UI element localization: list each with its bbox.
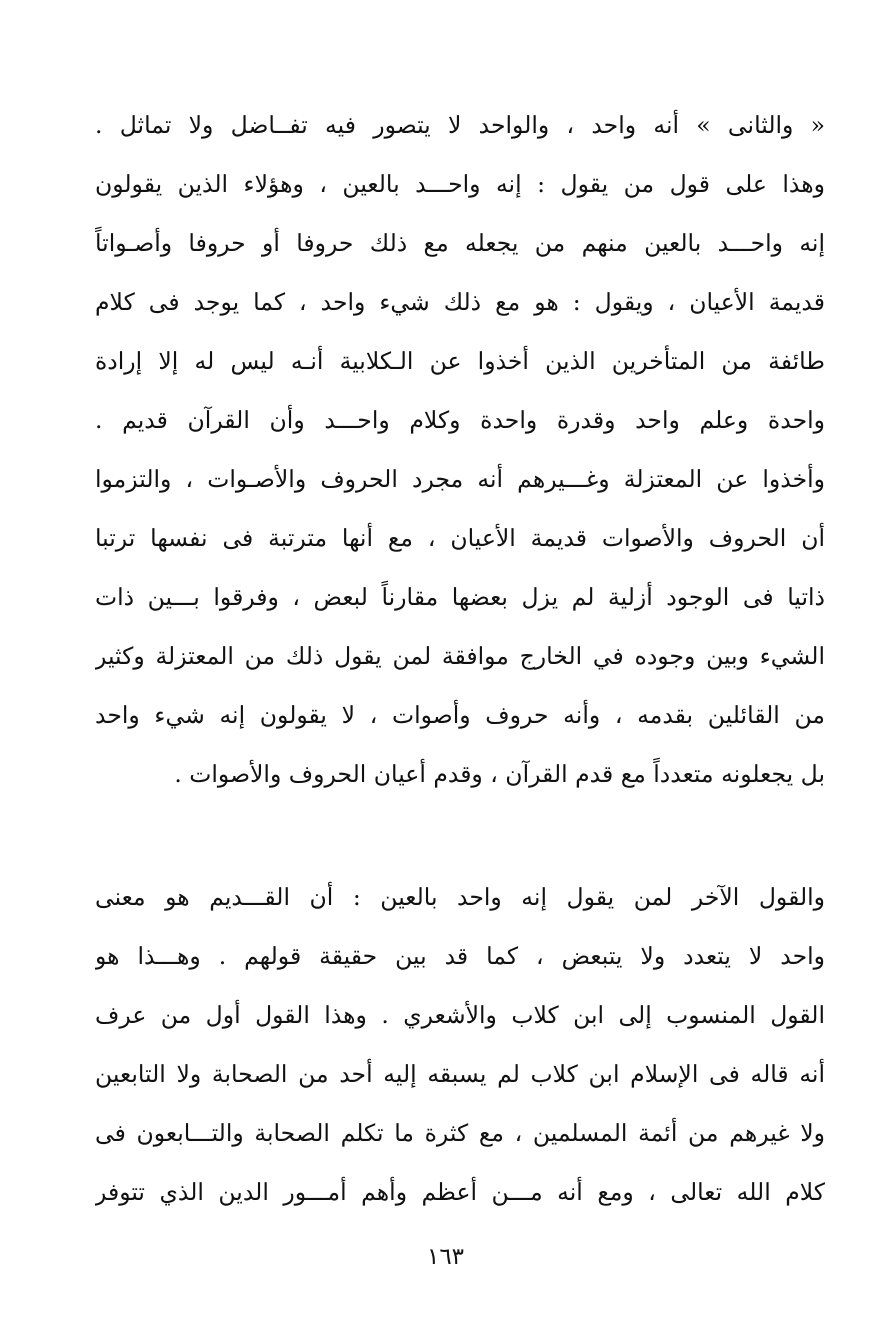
text-line: الشيء وبين وجوده في الخارج موافقة لمن يقول ذلك من المعتزلة وكثير [95,642,825,670]
page-number: ١٦٣ [426,1244,465,1270]
text-line: كلام الله تعالى ، ومع أنه مـــن أعظم وأهم أمـــور الدين الذي تتوفر [95,1178,825,1206]
text-line: واحد لا يتعدد ولا يتبعض ، كما قد بين حقيقة قولهم . وهـــذا هو [95,942,825,970]
text-line: « والثانى » أنه واحد ، والواحد لا يتصور فيه تفــاضل ولا تماثل . [95,111,825,139]
text-line: والقول الآخر لمن يقول إنه واحد بالعين : أن القـــديم هو معنى [95,883,825,911]
text-line: وهذا على قول من يقول : إنه واحـــد بالعين ، وهؤلاء الذين يقولون [95,170,825,198]
text-line: طائفة من المتأخرين الذين أخذوا عن الـكلابية أنـه ليس له إلا إرادة [95,347,825,375]
text-line: وأخذوا عن المعتزلة وغـــيرهم أنه مجرد الحروف والأصـوات ، والتزموا [95,465,825,493]
paragraph-1 [95,96,825,804]
text-line: ذاتيا فى الوجود أزلية لم يزل بعضها مقارناً لبعض ، وفرقوا بـــين ذات [95,583,825,611]
text-line: أنه قاله فى الإسلام ابن كلاب لم يسبقه إليه أحد من الصحابة ولا التابعين [95,1060,825,1088]
text-line: بل يجعلونه متعدداً مع قدم القرآن ، وقدم أعيان الحروف والأصوات . [174,760,825,788]
text-line: أن الحروف والأصوات قديمة الأعيان ، مع أنها مترتبة فى نفسها ترتبا [95,524,825,552]
paragraph-2 [95,868,825,1222]
text-line: القول المنسوب إلى ابن كلاب والأشعري . وهذا القول أول من عرف [95,1001,825,1029]
text-line: من القائلين بقدمه ، وأنه حروف وأصوات ، لا يقولون إنه شيء واحد [95,701,825,729]
text-line: ولا غيرهم من أئمة المسلمين ، مع كثرة ما تكلم الصحابة والتـــابعون فى [95,1119,825,1147]
text-line: قديمة الأعيان ، ويقول : هو مع ذلك شيء واحد ، كما يوجد فى كلام [95,288,825,316]
text-line: إنه واحـــد بالعين منهم من يجعله مع ذلك حروفا أو حروفا وأصـواتاً [95,229,825,257]
text-line: واحدة وعلم واحد وقدرة واحدة وكلام واحـــد وأن القرآن قديم . [95,406,825,434]
